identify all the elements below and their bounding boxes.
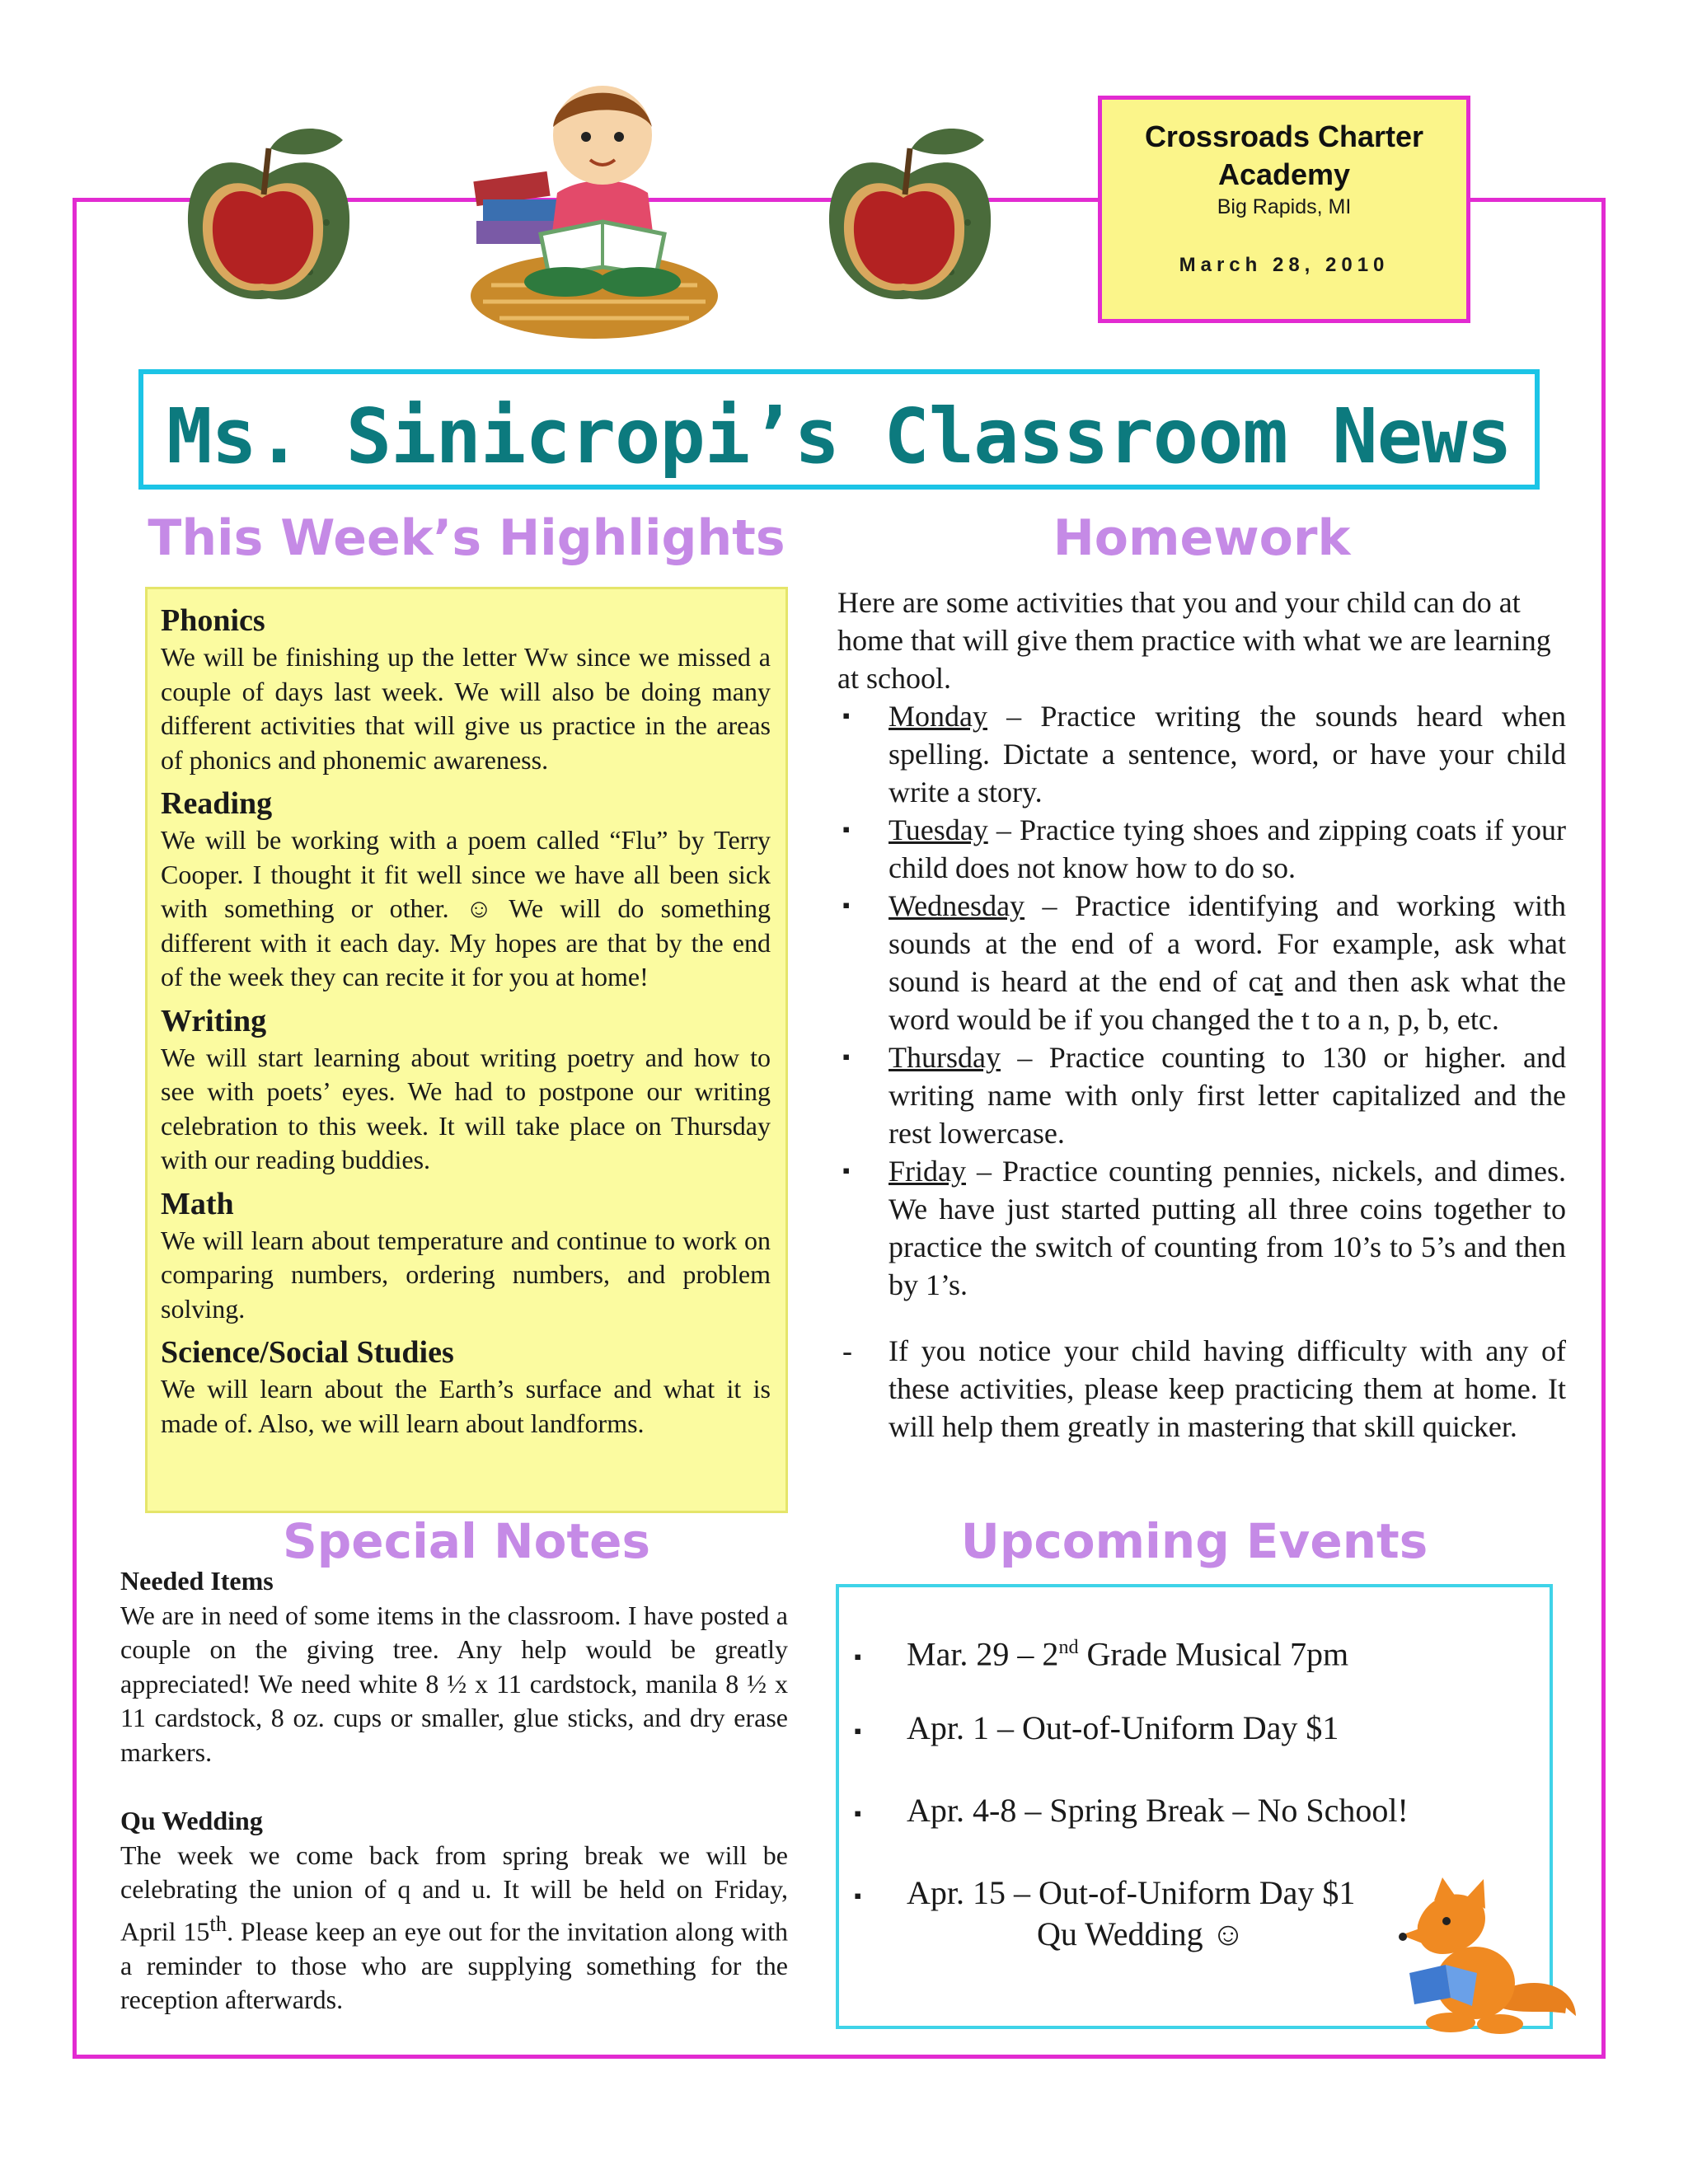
school-info-box — [1098, 96, 1470, 323]
event-text: Mar. 29 – 2 — [907, 1635, 1059, 1673]
homework-intro: Here are some activities that you and your child can do at home that will give them practice with what we are learning at school. — [837, 586, 1551, 695]
superscript: th — [209, 1910, 227, 1936]
list-item — [837, 1152, 1566, 1304]
subject-title: Phonics — [161, 603, 265, 638]
event-text: Apr. 1 – Out-of-Uniform Day $1 — [907, 1709, 1339, 1746]
bullet-icon: ▪ — [842, 893, 851, 917]
day-label: Friday — [889, 1155, 966, 1188]
bullet-icon: ▪ — [842, 1045, 851, 1069]
underlined-letter: t — [1274, 965, 1283, 998]
bullet-icon: ▪ — [854, 1883, 862, 1908]
note-title: Needed Items — [120, 1566, 274, 1596]
day-text: – Practice tying shoes and zipping coats if your child does not know how to do so. — [889, 813, 1566, 884]
day-label: Thursday — [889, 1041, 1001, 1074]
apple-illustration-left — [170, 115, 368, 321]
day-text: – Practice counting to 130 or higher. and writing name with only first letter capitalized and the rest lowercase. — [889, 1041, 1566, 1150]
bullet-icon: ▪ — [842, 818, 851, 841]
note-text-part: . Please keep an eye out for the invitation along with a reminder to those who are supplying something for the reception afterwards. — [120, 1916, 789, 2015]
note-text: We are in need of some items in the classroom. I have posted a couple on the giving tree. Any help would be greatly appreciated! We need white 8 ½ x 11 cardstock, manila 8 ½ x 11 cardstock, 8 oz. cups or smaller, glue sticks, and dry erase markers. — [120, 1600, 788, 1767]
title-box — [138, 369, 1540, 490]
bullet-icon: ▪ — [842, 704, 851, 728]
day-text: – Practice writing the sounds heard when spelling. Dictate a sentence, word, or have your child write a story. — [889, 700, 1566, 808]
bullet-icon: ▪ — [854, 1801, 862, 1825]
subject-title: Reading — [161, 786, 273, 821]
highlights-heading: This Week’s Highlights — [148, 509, 785, 567]
event-text: Grade Musical 7pm — [1078, 1635, 1349, 1673]
event-text: Apr. 4-8 – Spring Break – No School! — [907, 1792, 1409, 1829]
fox-reading-illustration — [1385, 1876, 1579, 2041]
day-text: – Practice counting pennies, nickels, and dimes. We have just started putting all three coins together to practice the switch of counting from 10’s to 5’s and then by 1’s. — [889, 1155, 1566, 1301]
subject-title: Math — [161, 1186, 234, 1221]
events-heading-wrap — [836, 1513, 1553, 1569]
subject-text: We will be finishing up the letter Ww since we missed a couple of days last week. We will also be doing many different activities that will give us practice in the areas of phonics and phonemic awareness. — [161, 642, 771, 775]
bullet-icon: ▪ — [854, 1718, 862, 1743]
dash-icon: - — [842, 1334, 852, 1367]
homework-list — [837, 697, 1566, 1446]
superscript: nd — [1058, 1637, 1079, 1658]
subject-title: Science/Social Studies — [161, 1335, 454, 1370]
events-heading: Upcoming Events — [960, 1513, 1428, 1569]
notes-heading: Special Notes — [282, 1513, 651, 1569]
bullet-icon: ▪ — [854, 1645, 862, 1670]
day-label: Tuesday — [889, 813, 988, 846]
newsletter-date: March 28, 2010 — [1179, 254, 1390, 276]
list-item — [837, 1332, 1566, 1446]
special-notes-section — [120, 1564, 788, 2018]
homework-heading-wrap — [837, 509, 1566, 567]
event-item — [854, 1708, 1339, 1752]
boy-reading-illustration — [458, 69, 725, 341]
bullet-icon: ▪ — [842, 1159, 851, 1183]
homework-note: If you notice your child having difficulty with any of these activities, please keep practicing them at home. It will help them greatly in mastering that skill quicker. — [889, 1334, 1566, 1443]
subject-title: Writing — [161, 1003, 267, 1038]
note-text — [120, 1839, 788, 2018]
subject-text: We will be working with a poem called “Flu” by Terry Cooper. I thought it fit well since we have all been sick with something or other. ☺ We will do something different with it each day. My hopes are that by the end of the week they can recite it for you at home! — [161, 825, 771, 991]
notes-heading-wrap — [145, 1513, 788, 1569]
subject-text: We will start learning about writing poetry and how to see with poets’ eyes. We had to postpone our writing celebration to this week. It will take place on Thursday with our reading buddies. — [161, 1042, 771, 1174]
day-label: Monday — [889, 700, 987, 733]
event-item — [854, 1627, 1348, 1678]
event-item — [854, 1872, 1355, 1917]
apple-illustration-right — [811, 115, 1009, 321]
note-text-part: The week we come back from spring break we will be celebrating the union of q and u. It will be held on Friday, April 15 — [120, 1840, 788, 1947]
list-item — [837, 697, 1566, 811]
day-label: Wednesday — [889, 889, 1025, 922]
list-item — [837, 811, 1566, 887]
event-text: Apr. 15 – Out-of-Uniform Day $1 — [907, 1874, 1356, 1911]
subject-text: We will learn about the Earth’s surface and what it is made of. Also, we will learn about landforms. — [161, 1374, 771, 1438]
note-title: Qu Wedding — [120, 1806, 263, 1835]
subject-text: We will learn about temperature and continue to work on comparing numbers, ordering numbers, and problem solving. — [161, 1225, 771, 1324]
highlights-heading-wrap — [145, 509, 788, 567]
day-text: and then ask what the word would be if you changed the t to a n, p, b, etc. — [889, 965, 1566, 1036]
day-text: – Practice identifying and working with sounds at the end of a word. For example, ask what sound is heard at the end of ca — [889, 889, 1566, 998]
event-item-line2: Qu Wedding ☺ — [1037, 1915, 1245, 1952]
school-name: Crossroads Charter Academy — [1144, 120, 1424, 191]
school-city: Big Rapids, MI — [1217, 195, 1352, 218]
page-title: Ms. Sinicropi’s Classroom News — [166, 392, 1512, 480]
highlights-box — [145, 587, 788, 1513]
homework-section — [837, 583, 1566, 1446]
homework-heading: Homework — [1053, 509, 1351, 567]
list-item — [837, 887, 1566, 1038]
event-item — [854, 1790, 1409, 1835]
list-item — [837, 1038, 1566, 1152]
